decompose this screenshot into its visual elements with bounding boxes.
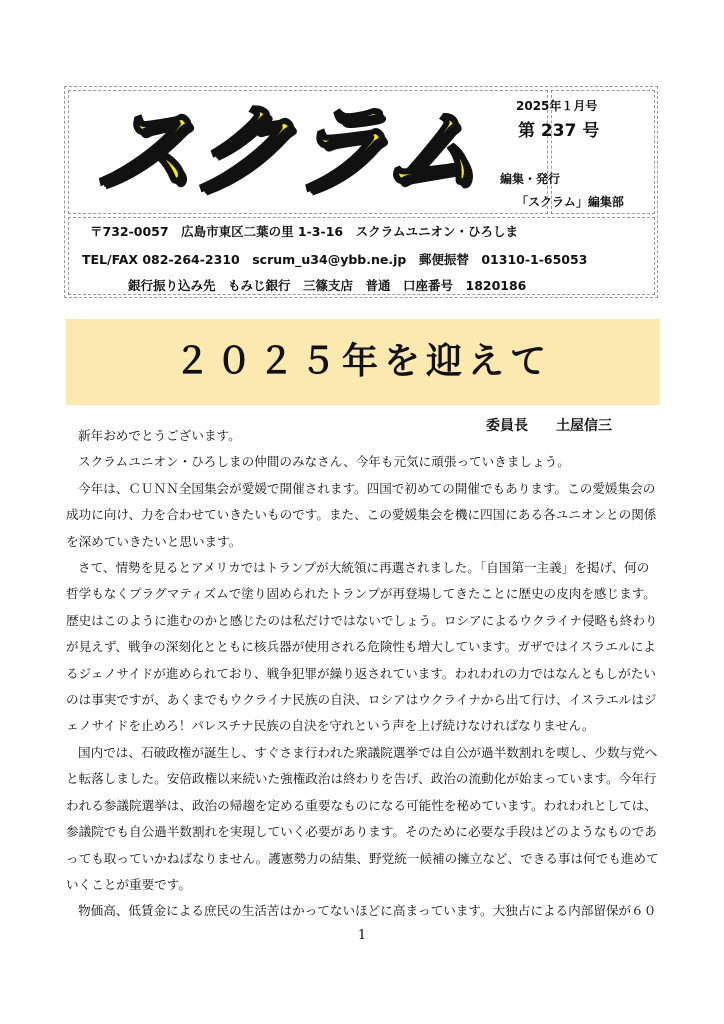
issue-number: 第 237 号 (518, 121, 600, 141)
newsletter-logo: スクラム (90, 94, 486, 208)
body-line: るジェノサイドが進められており、戦争犯罪が繰り返されています。われわれの力ではなんともしがたい (66, 665, 657, 681)
body-line: 成功に向け、力を合わせていきたいものです。また、この愛媛集会を機に四国にある各ユニオンとの関係 (66, 507, 657, 523)
body-line: 歴史はこのように進むのかと感じたのは私だけではないでしょう。ロシアによるウクライナ侵略も終わり (66, 612, 658, 628)
body-line: 今年は、ＣＵＮＮ全国集会が愛媛で開催されます。四国で初めての開催でもあります。この愛媛集会の (78, 480, 656, 496)
body-line: 国内では、石破政権が誕生し、すぐさま行われた衆議院選挙では自公が過半数割れを喫し、少数与党へ (78, 744, 658, 760)
body-line: 参議院でも自公過半数割れを実現していく必要があります。そのために必要な手段はどのようなものであ (66, 824, 657, 840)
contact-line: TEL/FAX 082-264-2310 scrum_u34@ybb.ne.jp 郵便振替 01310-1-65053 (82, 252, 588, 267)
publisher-label: 編集・発行 (500, 172, 561, 186)
article-headline: ２０２５年を迎えて (173, 341, 552, 382)
body-line: のは事実ですが、あくまでもウクライナ民族の自決、ロシアはウクライナから出て行け、イスラエルはジ (66, 692, 657, 708)
publisher-name: 「スクラム」編集部 (516, 195, 624, 209)
body-line: さて、情勢を見るとアメリカではトランプが大統領に再選されました。「自国第一主義」を掲げ、何の (78, 560, 650, 576)
address-line: 〒732-0057 広島市東区二葉の里 1-3-16 スクラムユニオン・ひろしま (90, 224, 518, 239)
body-line: スクラムユニオン・ひろしまの仲間のみなさん、今年も元気に頑張っていきましょう。 (78, 454, 570, 470)
article-author: 委員長 土屋信三 (486, 418, 612, 434)
body-line: ェノサイドを止めろ！パレスチナ民族の自決を守れという声を上げ続けなければなりません。 (66, 718, 595, 734)
body-line: 哲学もなくプラグマティズムで塗り固められたトランプが再登場してきたことに歴史の皮肉を感じます。 (66, 586, 656, 602)
bank-transfer-line: 銀行振り込み先 もみじ銀行 三篠支店 普通 口座番号 1820186 (128, 278, 527, 293)
article-body (66, 423, 668, 925)
body-line: 物価高、低賃金による庶民の生活苦はかってないほどに高まっています。大独占による内部留保が６０ (78, 903, 657, 919)
body-line: 新年おめでとうございます。 (78, 428, 241, 443)
body-line: われる参議院選挙は、政治の帰趨を定める重要なものになる可能性を秘めています。われわれとしては、 (66, 797, 657, 813)
body-line: っても取っていかねばなりません。護憲勢力の結集、野党統一候補の擁立など、できる事は何でも進めて (66, 850, 659, 866)
body-line: と転落しました。安倍政権以来続いた強権政治は終わりを告げ、政治の流動化が始まっています。今年行 (66, 771, 657, 787)
body-line: いくことが重要です。 (66, 876, 191, 892)
body-line: を深めていきたいと思います。 (66, 533, 242, 549)
issue-date: 2025年１月号 (516, 99, 598, 113)
page-number: 1 (357, 928, 367, 943)
body-line: が見えず、戦争の深刻化とともに核兵器が使用される危険性も増大しています。ガザではイスラエルによ (66, 639, 656, 655)
